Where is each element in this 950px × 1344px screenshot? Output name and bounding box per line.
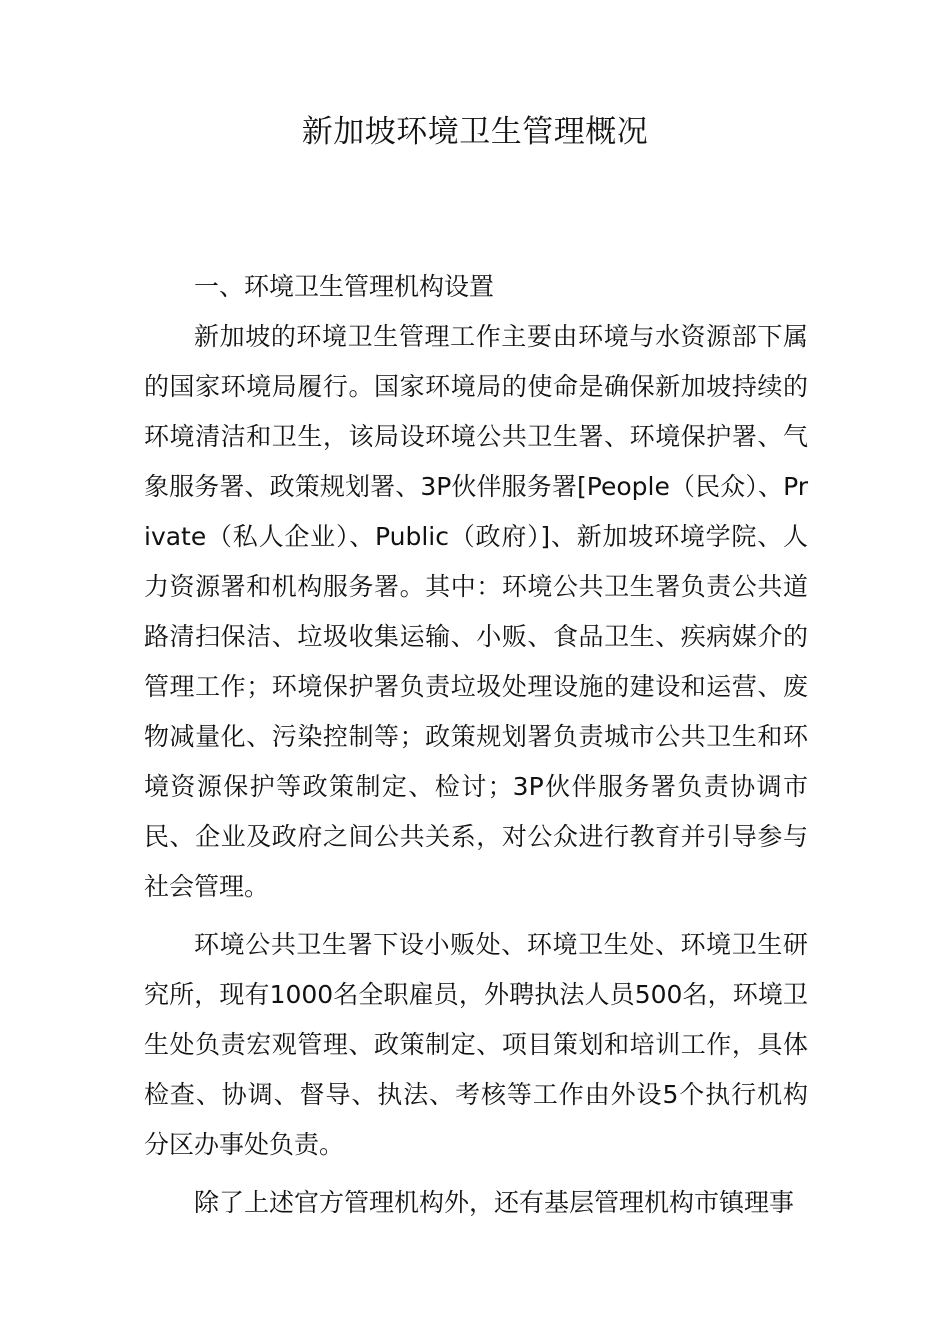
paragraph-1: 新加坡的环境卫生管理工作主要由环境与水资源部下属的国家环境局履行。国家环境局的使命是确保新加坡持续的环境清洁和卫生，该局设环境公共卫生署、环境保护署、气象服务署、政策规划署、3P伙伴服务署[People（民众）、Private（私人企业）、Public（政府）]、新加坡环境学院、人力资源署和机构服务署。其中：环境公共卫生署负责公共道路清扫保洁、垃圾收集运输、小贩、食品卫生、疾病媒介的管理工作；环境保护署负责垃圾处理设施的建设和运营、废物减量化、污染控制等；政策规划署负责城市公共卫生和环境资源保护等政策制定、检讨；3P伙伴服务署负责协调市民、企业及政府之间公共关系，对公众进行教育并引导参与社会管理。 — [144, 322, 808, 901]
paragraph-2: 环境公共卫生署下设小贩处、环境卫生处、环境卫生研究所，现有1000名全职雇员，外聘执法人员500名，环境卫生处负责宏观管理、政策制定、项目策划和培训工作，具体检查、协调、督导、执法、考核等工作由外设5个执行机构分区办事处负责。 — [144, 930, 808, 1159]
document-body — [144, 262, 808, 1236]
paragraph-3: 除了上述官方管理机构外，还有基层管理机构市镇理事 — [194, 1188, 795, 1217]
section-heading: 一、环境卫生管理机构设置 — [194, 272, 495, 301]
document-title: 新加坡环境卫生管理概况 — [301, 114, 649, 150]
